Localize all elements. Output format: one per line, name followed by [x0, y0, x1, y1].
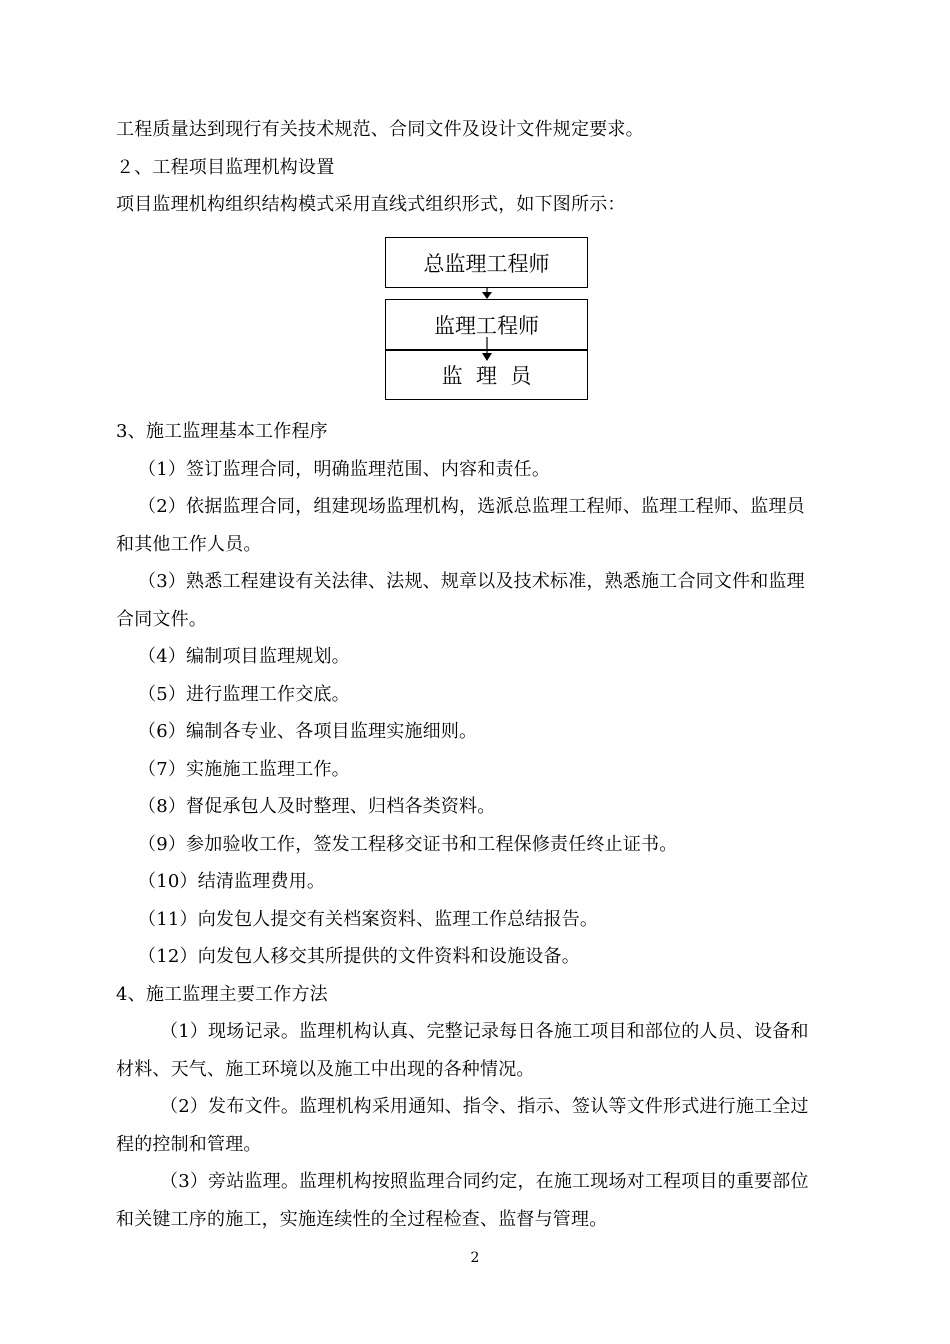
list-item: （6）编制各专业、各项目监理实施细则。 — [138, 721, 478, 742]
list-item: （11）向发包人提交有关档案资料、监理工作总结报告。 — [138, 909, 599, 930]
list-item: （4）编制项目监理规划。 — [138, 646, 350, 667]
list-item: （1）签订监理合同，明确监理范围、内容和责任。 — [138, 459, 551, 480]
list-item: （8）督促承包人及时整理、归档各类资料。 — [138, 796, 496, 817]
section-heading: ２、工程项目监理机构设置 — [116, 157, 335, 178]
list-item-continuation: 和其他工作人员。 — [116, 534, 262, 555]
list-item: （12）向发包人移交其所提供的文件资料和设施设备。 — [138, 946, 580, 967]
list-item: （3）熟悉工程建设有关法律、法规、规章以及技术标准，熟悉施工合同文件和监理 — [138, 571, 805, 592]
list-item: （10）结清监理费用。 — [138, 871, 326, 892]
list-item: （5）进行监理工作交底。 — [138, 684, 350, 705]
org-box-supervisor — [385, 349, 588, 400]
list-item: （7）实施施工监理工作。 — [138, 759, 350, 780]
org-box-supervisor-label: 监 理 员 — [441, 363, 532, 388]
list-item: （1）现场记录。监理机构认真、完整记录每日各施工项目和部位的人员、设备和 — [160, 1021, 809, 1042]
arrow-down-icon — [482, 288, 492, 299]
list-item: （2）发布文件。监理机构采用通知、指令、指示、签认等文件形式进行施工全过 — [160, 1096, 809, 1117]
page-number: 2 — [470, 1250, 480, 1266]
list-item-continuation: 材料、天气、施工环境以及施工中出现的各种情况。 — [116, 1059, 535, 1080]
list-item: （2）依据监理合同，组建现场监理机构，选派总监理工程师、监理工程师、监理员 — [138, 496, 805, 517]
list-item: （3）旁站监理。监理机构按照监理合同约定，在施工现场对工程项目的重要部位 — [160, 1171, 809, 1192]
section-heading: 3、施工监理基本工作程序 — [116, 421, 328, 442]
paragraph-line: 项目监理机构组织结构模式采用直线式组织形式，如下图所示： — [116, 194, 626, 215]
paragraph-line: 工程质量达到现行有关技术规范、合同文件及设计文件规定要求。 — [116, 119, 644, 140]
list-item-continuation: 和关键工序的施工，实施连续性的全过程检查、监督与管理。 — [116, 1209, 608, 1230]
list-item: （9）参加验收工作，签发工程移交证书和工程保修责任终止证书。 — [138, 834, 678, 855]
org-box-supervising-engineer: 监理工程师 — [385, 299, 588, 351]
section-heading: 4、施工监理主要工作方法 — [116, 984, 328, 1005]
list-item-continuation: 合同文件。 — [116, 609, 207, 630]
org-box-chief-supervisor: 总监理工程师 — [385, 237, 588, 288]
list-item-continuation: 程的控制和管理。 — [116, 1134, 262, 1155]
